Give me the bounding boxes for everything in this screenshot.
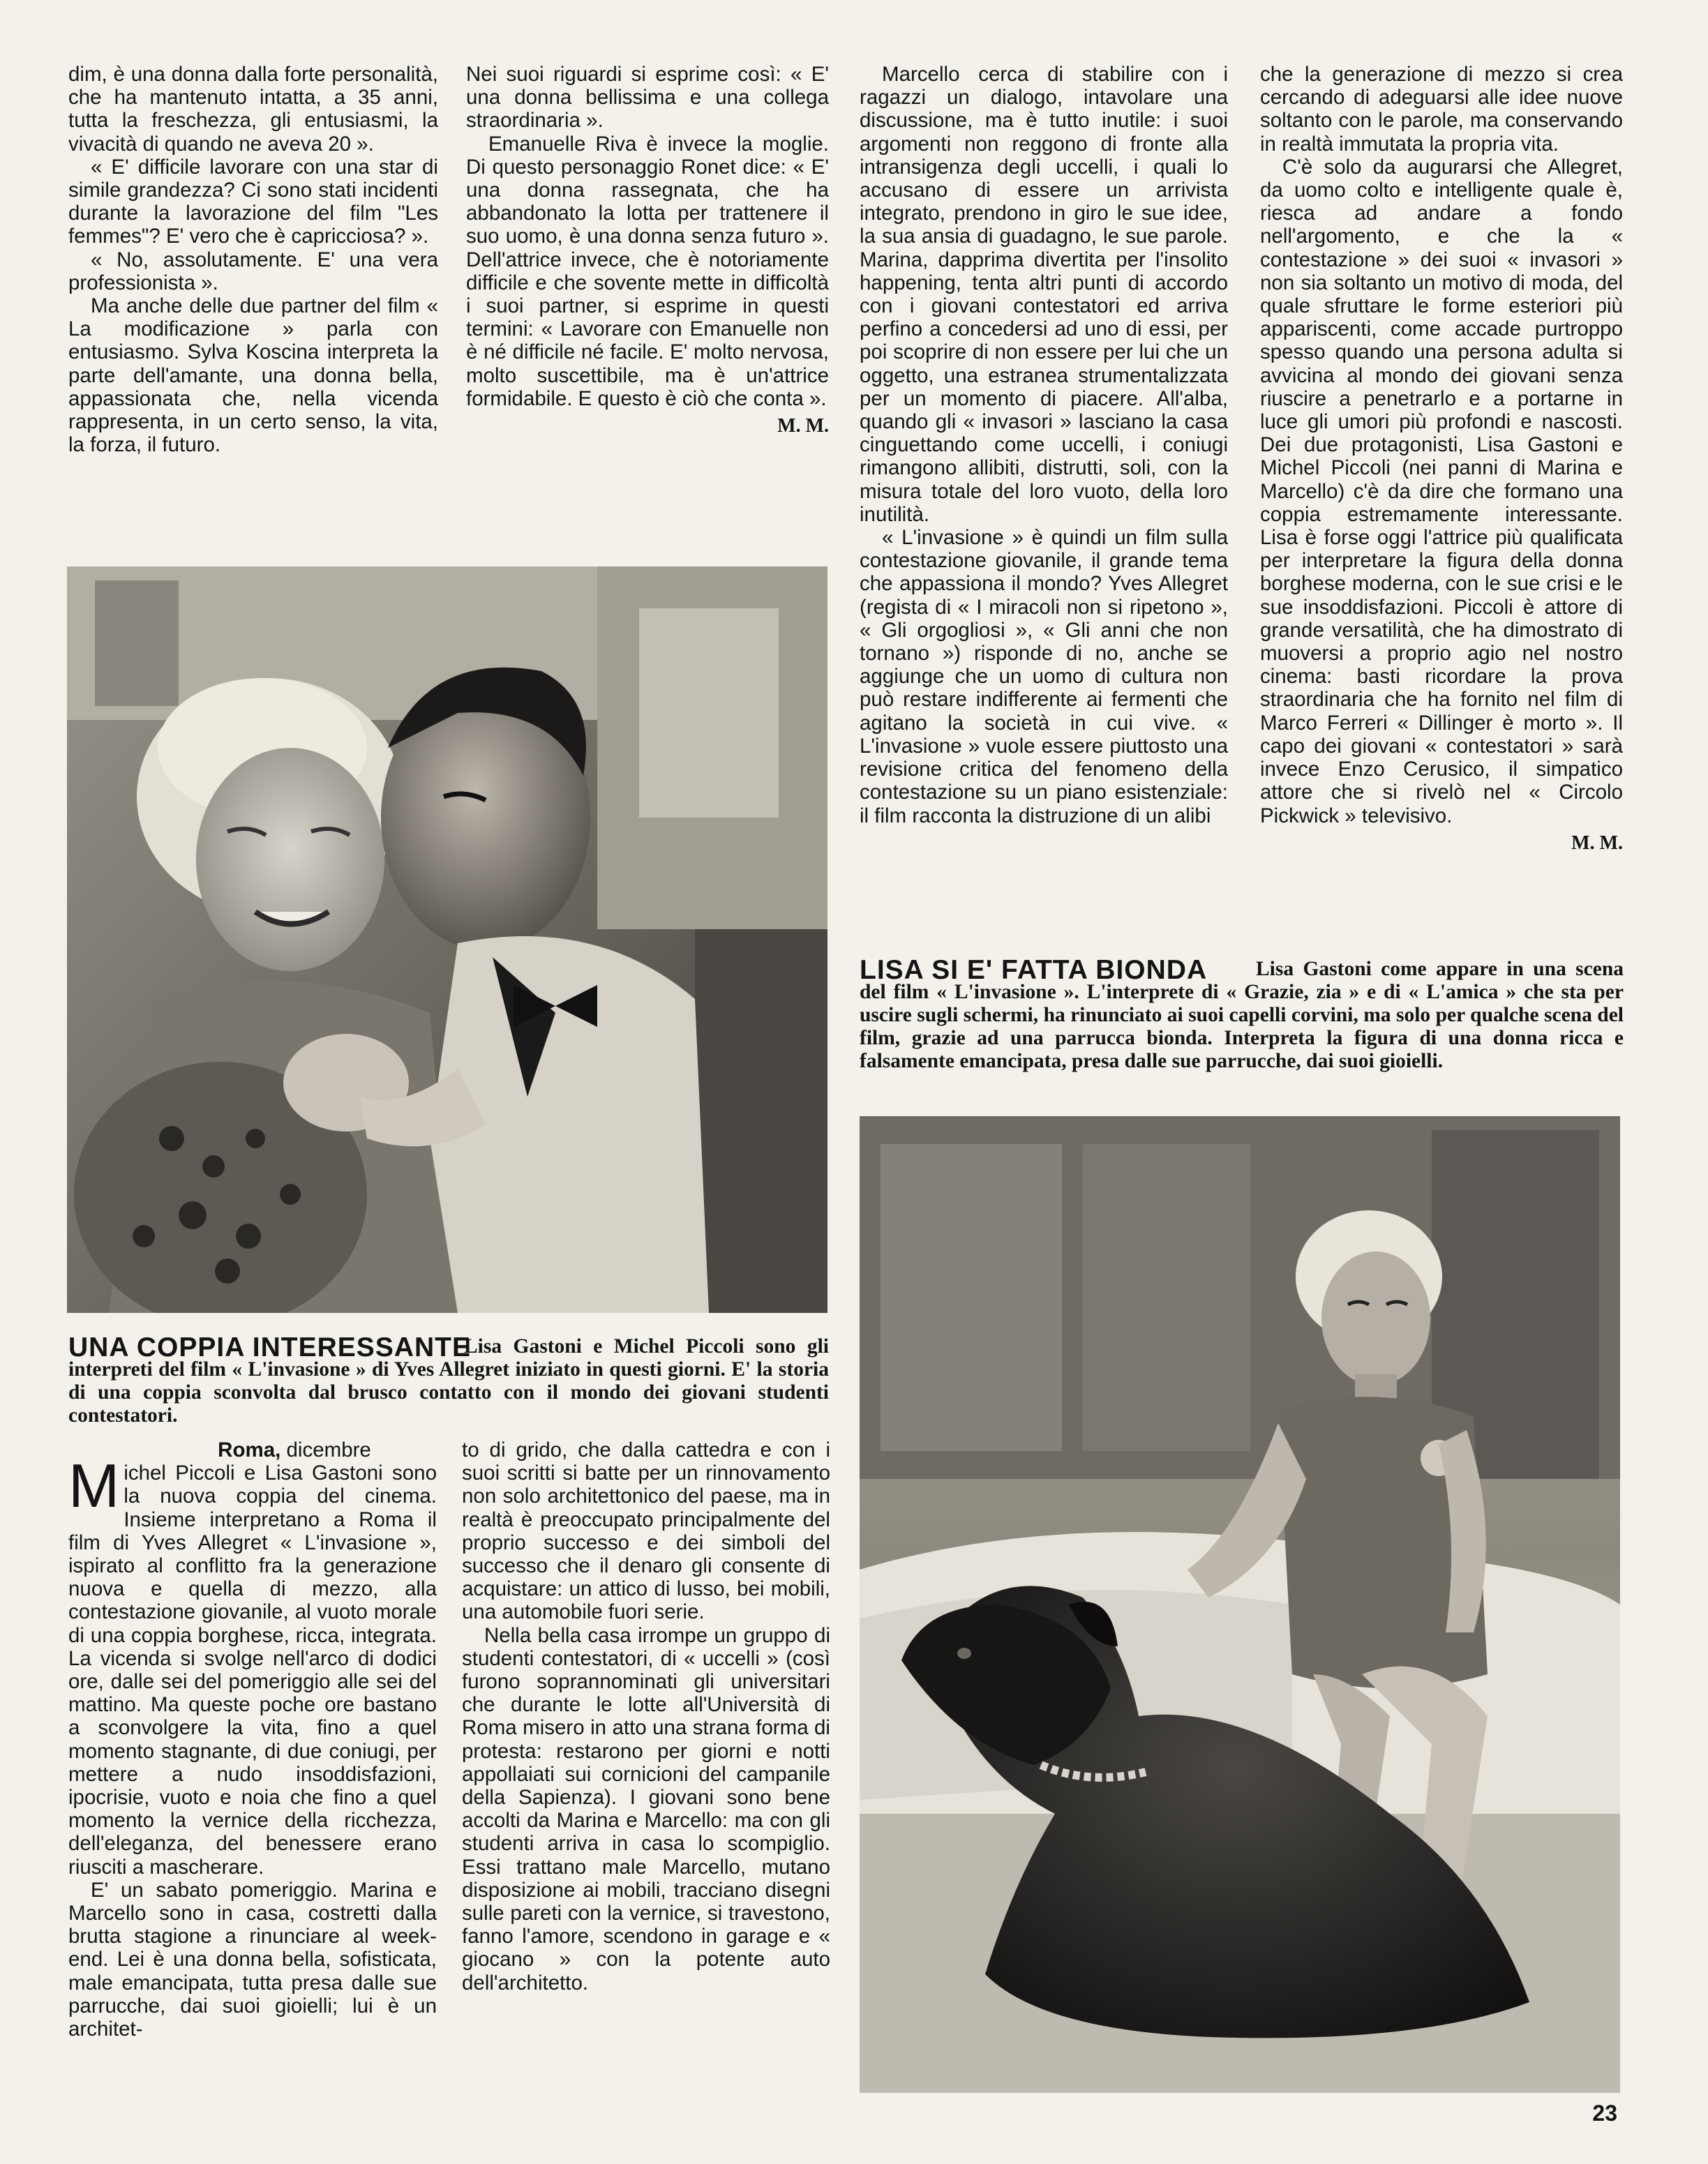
dropcap: M xyxy=(68,1451,120,1521)
col2-top xyxy=(466,63,829,437)
dateline-date: dicembre xyxy=(286,1438,371,1462)
paragraph: Nei suoi riguardi si esprime così: « E' una donna bellissima e una collega straordinaria ». xyxy=(466,63,829,133)
paragraph: che la generazione di mezzo si crea cercando di adeguarsi alle idee nuove soltanto con le parole, ma conservando in realtà immutata la propria vita. xyxy=(1260,63,1623,156)
paragraph-lead xyxy=(68,1451,437,1879)
article-col1 xyxy=(68,1438,437,2041)
paragraph: « L'invasione » è quindi un film sulla contestazione giovanile, il grande tema che appassiona il mondo? Yves Allegret (regista di « I miracoli non si ripetono », « Gli orgogliosi », « Gli anni che non tornano ») risponde di no, anche se aggiunge che un uomo di cultura non può restare indifferente ai fermenti che agitano la società in cui vive. « L'invasione » vuole essere piuttosto una revisione critica del fenomeno della contestazione su un piano esistenziale: il film racconta la distruzione di un alibi xyxy=(860,526,1228,827)
photo-woman-dog-image xyxy=(860,1116,1620,2093)
col3-top xyxy=(860,63,1228,827)
paragraph: C'è solo da augurarsi che Allegret, da uomo colto e intelligente quale è, riesca ad andare a fondo nell'argomento, e che la « contestazione » dei suoi « invasori » non sia soltanto un motivo di moda, del quale sfruttare le forme esteriori più appariscenti, come accade purtroppo spesso quando una persona adulta si avvicina al mondo dei giovani senza riuscire a penetrarlo e a portarne in luce gli umori più profondi e nascosti. Dei due protagonisti, Lisa Gastoni e Michel Piccoli (nei panni di Marina e Marcello) c'è da dire che formano una coppia estremamente interessante. Lisa è forse oggi l'attrice più qualificata per interpretare la figura della donna borghese moderna, con le sue crisi e le sue insoddisfazioni. Piccoli è attore di grande versatilità, che ha dimostrato di muoversi a proprio agio nel nostro cinema: basti ricordare la prova straordinaria che ha fornito nel film di Marco Ferreri « Dillinger è morto ». Il capo dei giovani « contestatori » sarà invece Enzo Cerusico, il simpatico attore che si rivelò nel « Circolo Pickwick » televisivo. xyxy=(1260,155,1623,827)
paragraph: to di grido, che dalla cattedra e con i suoi scritti si batte per un rinnovamento non solo architettonico del paese, ma in realtà è preoccupato principalmente del proprio successo e dei simboli del successo che il denaro gli consente di acquistare: un attico di lusso, bei mobili, una automobile fuori serie. xyxy=(462,1438,830,1624)
caption1-body: Lisa Gastoni e Michel Piccoli sono gli interpreti del film « L'invasione » di Yves Allegret iniziato in questi giorni. E' la storia di una coppia sconvolta dal brusco contatto con il mondo dei giovani studenti contestatori. xyxy=(68,1335,829,1427)
paragraph: Emanuelle Riva è invece la moglie. Di questo personaggio Ronet dice: « E' una donna rassegnata, che ha abbandonato la lotta per trattenere il suo uomo, è una donna senza futuro ». Dell'attrice invece, che è notoriamente difficile e che sovente mette in difficoltà i suoi partner, si esprime in questi termini: « Lavorare con Emanuelle non è né difficile né facile. E' molto nervosa, molto suscettibile, ma è un'attrice formidabile. E questo è ciò che conta ». xyxy=(466,132,829,410)
paragraph: Ma anche delle due partner del film « La modificazione » parla con entusiasmo. Sylva Koscina interpreta la parte dell'amante, una donna bella, appassionata che, nella vicenda rappresenta, in un certo senso, la vita, la forza, il futuro. xyxy=(68,294,438,457)
caption2-title: LISA SI E' FATTA BIONDA xyxy=(860,955,1208,985)
signature: M. M. xyxy=(777,415,829,437)
caption2-body: Lisa Gastoni come appare in una scena del film « L'invasione ». L'interprete di « Grazie, zia » e di « L'amica » che sta per uscire sugli schermi, ha rinunciato ai suoi capelli corvini, ma solo per qualche scena del film, grazie ad una parrucca bionda. Interpreta la figura di una donna ricca e falsamente emancipata, presa dalle sue parrucche, dai suoi gioielli. xyxy=(860,958,1624,1072)
caption1-title: UNA COPPIA INTERESSANTE xyxy=(68,1332,471,1362)
paragraph: E' un sabato pomeriggio. Marina e Marcello sono in casa, costretti dalla brutta stagione a rinunciare al week-end. Lei è una donna bella, sofisticata, male emancipata, tutta presa dalle sue parrucche, dai suoi gioielli; lui è un architet- xyxy=(68,1878,437,2041)
photo-woman-dog xyxy=(860,1116,1620,2093)
paragraph: « E' difficile lavorare con una star di simile grandezza? Ci sono stati incidenti durante la lavorazione del film "Les femmes"? E' vero che è capricciosa? ». xyxy=(68,155,438,248)
caption2-text xyxy=(860,955,1624,1073)
photo-couple xyxy=(67,566,827,1313)
col4-top xyxy=(1260,63,1623,855)
paragraph: dim, è una donna dalla forte personalità, che ha mantenuto intatta, a 35 anni, tutta la freschezza, gli entusiasmi, la vivacità di quando ne aveva 20 ». xyxy=(68,63,438,156)
paragraph: Marcello cerca di stabilire con i ragazzi un dialogo, intavolare una discussione, ma è tutto inutile: i suoi argomenti non reggono di fronte alla intransigenza degli uccelli, i quali lo accusano di essere un arrivista integrato, prendono in giro le sue idee, la sua ansia di guadagno, le sue parole. Marina, dapprima divertita per l'insolito happening, tenta altri punti di accordo con i giovani contestatori ed arriva perfino a concedersi ad uno di essi, per poi scoprire di non essere per lui che un oggetto, una estranea strumentalizzata per un momento di piacere. All'alba, quando gli « invasori » lasciano la casa cinguettando come uccelli, i coniugi rimangono allibiti, distrutti, soli, con la misura totale del loro vuoto, della loro inutilità. xyxy=(860,63,1228,526)
paragraph: Nella bella casa irrompe un gruppo di studenti contestatori, di « uccelli » (così furono soprannominati gli universitari che durante le lotte all'Università di Roma misero in atto una strana forma di protesta: restarono per giorni e notti appollaiati sui cornicioni del campanile della Sapienza). I giovani sono bene accolti da Marina e Marcello: ma con gli studenti arriva in casa lo scompiglio. Essi trattano male Marcello, mutano disposizione ai mobili, tracciano disegni sulle pareti con la vernice, si travestono, fanno l'amore, scendono in garage e « giocano » con la potente auto dell'architetto. xyxy=(462,1623,830,1994)
dateline xyxy=(68,1438,437,1462)
dateline-city: Roma, xyxy=(218,1438,281,1462)
caption1-text xyxy=(68,1332,829,1427)
photo-couple-image xyxy=(67,566,827,1313)
paragraph: « No, assolutamente. E' una vera professionista ». xyxy=(68,248,438,294)
article-col2 xyxy=(462,1438,830,1994)
col1-top xyxy=(68,63,438,456)
lead-text: ichel Piccoli e Lisa Gastoni sono la nuova coppia del cinema. Insieme interpretano a Roma il film di Yves Allegret « L'invasione », ispirato al conflitto fra la generazione nuova e quella di mezzo, alla contestazione giovanile, al vuoto morale di una coppia borghese, ricca, integrata. La vicenda si svolge nell'arco di dodici ore, dalle sei del pomeriggio alle sei del mattino. Ma queste poche ore bastano a sconvolgere la vita, fino a quel momento stagnante, di due coniugi, per mettere a nudo insoddisfazioni, ipocrisie, vuoto e noia che fino a quel momento la vernice della ricchezza, dell'eleganza, del benessere erano riusciti a mascherare. xyxy=(68,1462,437,1879)
signature: M. M. xyxy=(1571,832,1623,854)
page-number: 23 xyxy=(1592,2101,1617,2126)
